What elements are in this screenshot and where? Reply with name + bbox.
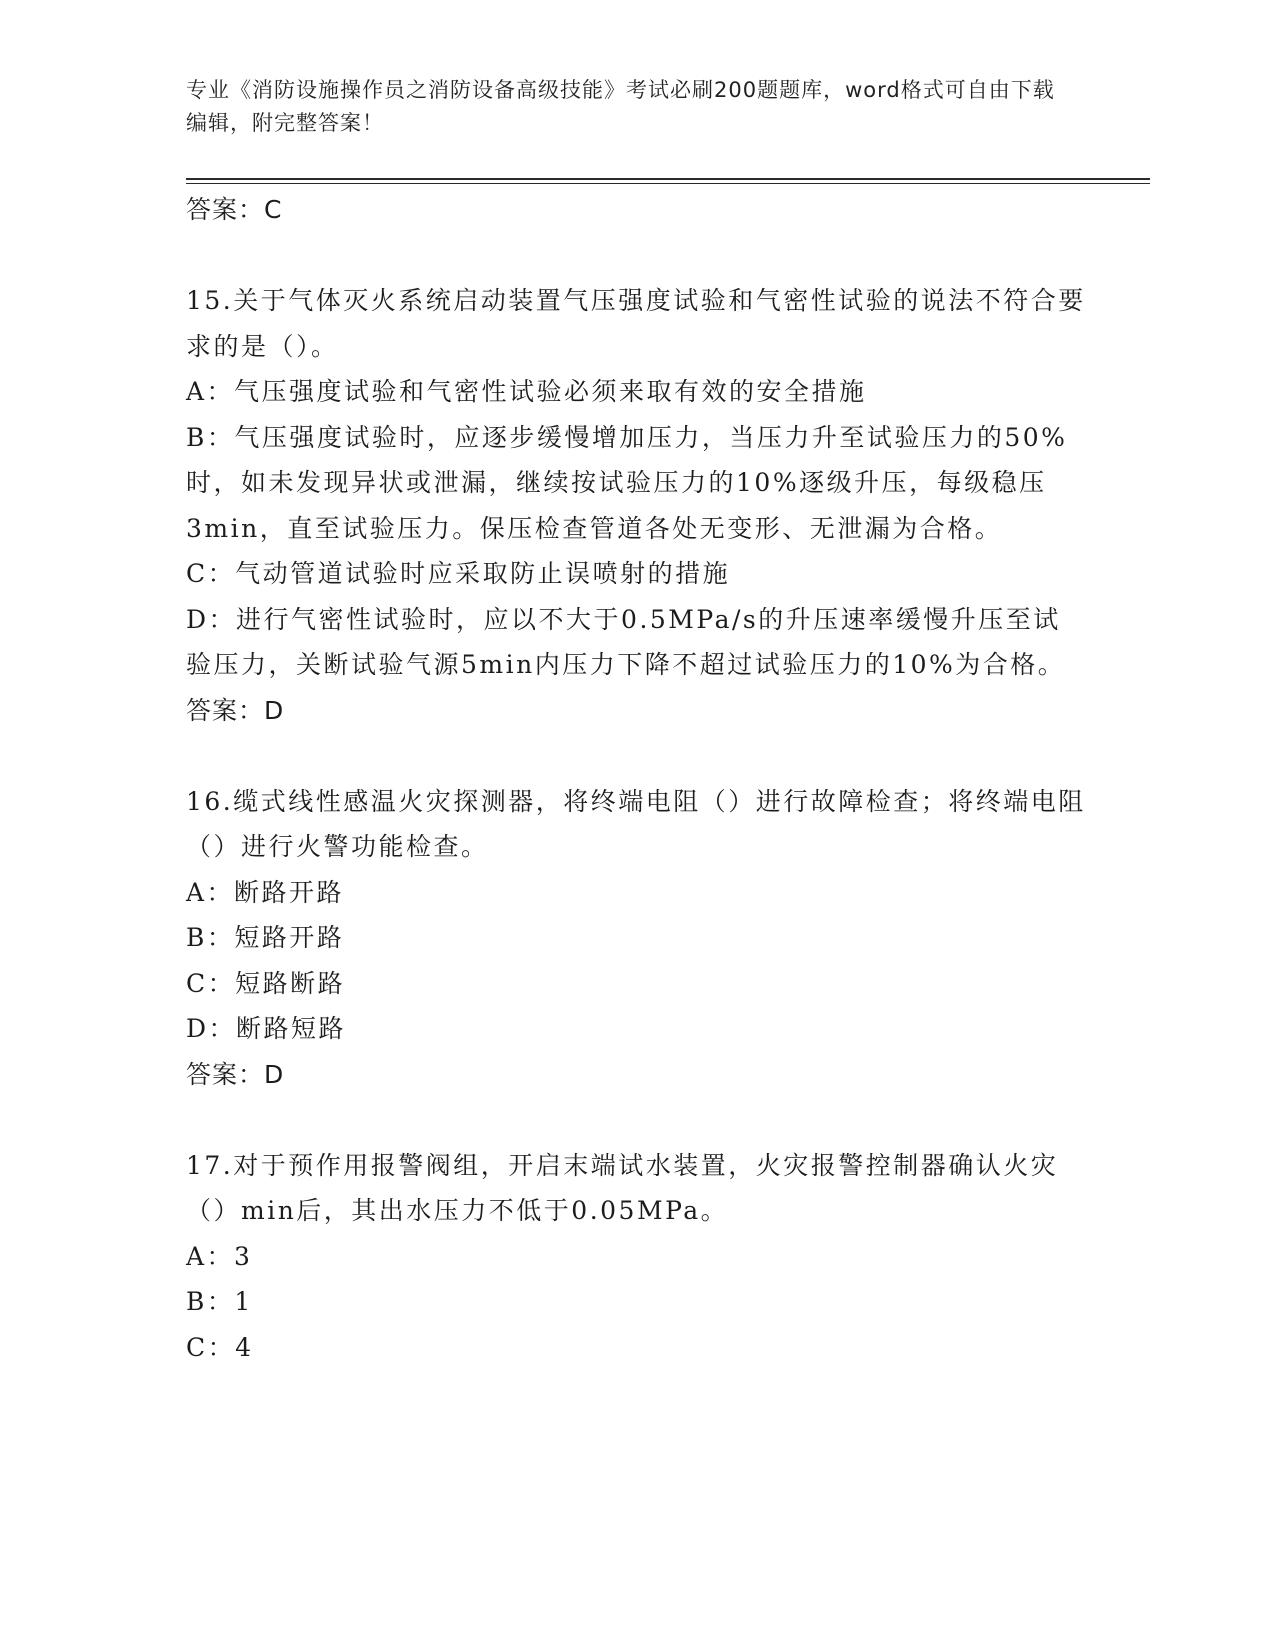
option-d: D：进行气密性试验时，应以不大于0.5MPa/s的升压速率缓慢升压至试验压力，关断试验气源5min内压力下降不超过试验压力的10%为合格。 bbox=[186, 604, 1066, 679]
option-c: C：气动管道试验时应采取防止误喷射的措施 bbox=[186, 559, 731, 588]
header-rule-thick bbox=[186, 178, 1150, 180]
option-c: C：短路断路 bbox=[186, 968, 346, 998]
question-content bbox=[186, 187, 1086, 1370]
question-block bbox=[186, 278, 1086, 734]
spacer bbox=[186, 734, 1086, 779]
spacer bbox=[186, 1098, 1086, 1143]
answer-line bbox=[186, 688, 1086, 734]
answer-value: D bbox=[264, 1059, 285, 1089]
question-stem: 16.缆式线性感温火灾探测器，将终端电阻（）进行故障检查；将终端电阻（）进行火警功能检查。 bbox=[186, 786, 1086, 861]
document-header: 专业《消防设施操作员之消防设备高级技能》考试必刷200题题库，word格式可自由下载编辑，附完整答案！ bbox=[186, 78, 1055, 135]
option-a: A：气压强度试验和气密性试验必须来取有效的安全措施 bbox=[186, 377, 867, 406]
question-stem: 17.对于预作用报警阀组，开启末端试水装置，火灾报警控制器确认火灾（）min后，其出水压力不低于0.05MPa。 bbox=[186, 1150, 1059, 1225]
option-a: A：3 bbox=[186, 1241, 253, 1271]
question-block bbox=[186, 779, 1086, 1098]
answer-prefix: 答案： bbox=[186, 195, 265, 224]
question-stem: 15.关于气体灭火系统启动装置气压强度试验和气密性试验的说法不符合要求的是（）。 bbox=[186, 286, 1086, 361]
answer-line bbox=[186, 187, 1086, 233]
option-d: D：断路短路 bbox=[186, 1014, 347, 1043]
question-block bbox=[186, 1143, 1086, 1371]
answer-prefix: 答案： bbox=[186, 695, 265, 725]
option-b: B：短路开路 bbox=[186, 923, 345, 952]
option-c: C：4 bbox=[186, 1332, 254, 1362]
answer-line bbox=[186, 1052, 1086, 1098]
spacer bbox=[186, 233, 1086, 278]
answer-value: D bbox=[264, 695, 285, 725]
header-rule-thin bbox=[186, 183, 1150, 184]
option-b: B：1 bbox=[186, 1287, 253, 1316]
option-b: B：气压强度试验时，应逐步缓慢增加压力，当压力升至试验压力的50%时，如未发现异状或泄漏，继续按试验压力的10%逐级升压，每级稳压3min，直至试验压力。保压检查管道各处无变形、无泄漏为合格。 bbox=[186, 422, 1068, 543]
answer-value: C bbox=[264, 195, 283, 224]
option-a: A：断路开路 bbox=[186, 877, 345, 907]
answer-prefix: 答案： bbox=[186, 1059, 265, 1089]
